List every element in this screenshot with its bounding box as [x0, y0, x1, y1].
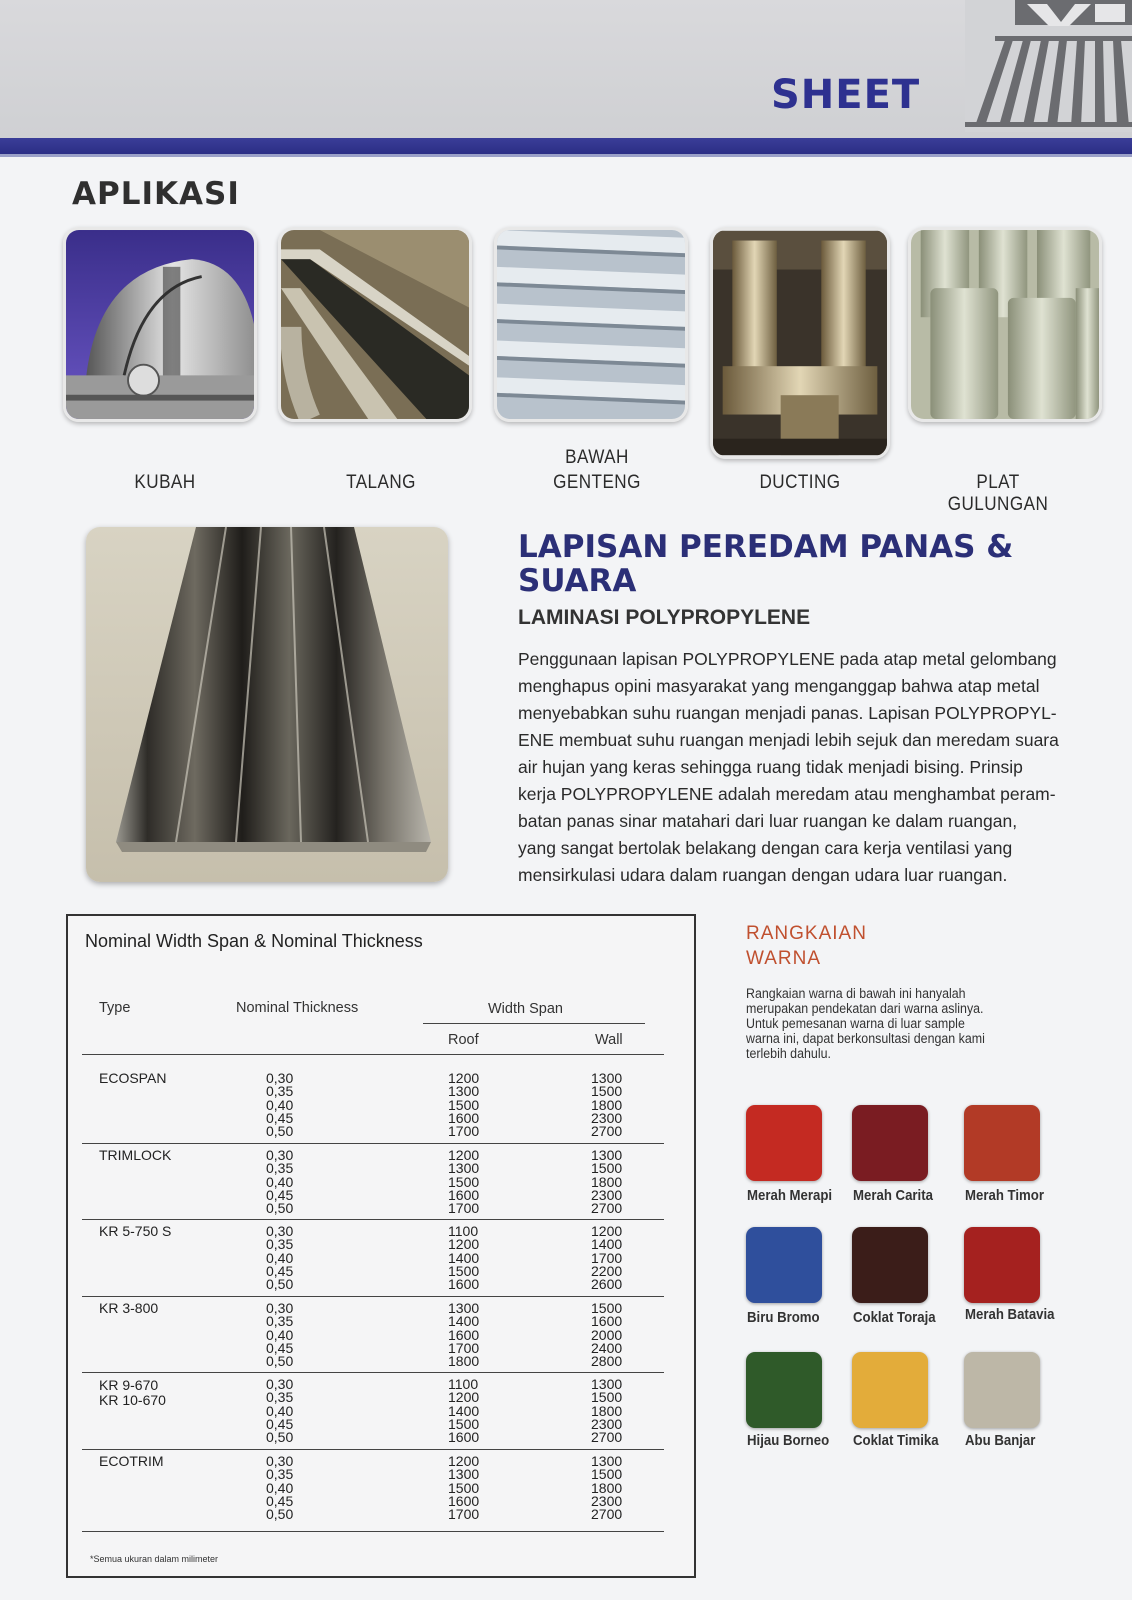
- swatch-label: Merah Carita: [853, 1187, 933, 1204]
- feature-subtitle: LAMINASI POLYPROPYLENE: [518, 606, 811, 629]
- roof-sheet-photo: [86, 527, 448, 882]
- feature-body-line: mensirkulasi udara dalam ruangan dengan udara luar ruangan.: [518, 865, 1008, 885]
- header-wall: Wall: [595, 1032, 623, 1048]
- swatch-label: Merah Batavia: [965, 1306, 1055, 1323]
- row-rule: [82, 1531, 664, 1532]
- row-type: KR 5-750 S: [99, 1223, 172, 1239]
- feature-body: [518, 646, 1063, 889]
- header-width-span: Width Span: [488, 1001, 563, 1017]
- bawah-genteng-photo: [494, 227, 688, 422]
- row-type: KR 3-800: [99, 1300, 159, 1316]
- swatch-label: Biru Bromo: [747, 1309, 820, 1326]
- row-wall: 1500 1600 2000 2400 2800: [591, 1300, 623, 1370]
- color-swatch: [852, 1105, 928, 1181]
- kubah-photo: [63, 227, 257, 422]
- swatch-label: Coklat Toraja: [853, 1309, 936, 1326]
- swatch-label: Merah Timor: [965, 1187, 1044, 1204]
- feature-body-line: yang sangat bertolak belakang dengan cara kerja ventilasi yang: [518, 838, 1013, 858]
- row-wall: 1300 1500 1800 2300 2700: [591, 1070, 623, 1140]
- row-wall: 1300 1500 1800 2300 2700: [591, 1147, 623, 1217]
- color-swatch: [964, 1227, 1040, 1303]
- swatch-label: Merah Merapi: [747, 1187, 833, 1204]
- aplikasi-heading: APLIKASI: [72, 176, 240, 212]
- gutter-image-icon: [281, 230, 469, 419]
- row-roof: 1200 1300 1500 1600 1700: [448, 1147, 480, 1217]
- row-thickness: 0,30 0,35 0,40 0,45 0,50: [266, 1300, 294, 1370]
- ducting-photo: [710, 227, 890, 459]
- page-title: SHEET: [771, 72, 921, 118]
- brand-logo-icon: [965, 0, 1132, 132]
- feature-body-line: Penggunaan lapisan POLYPROPYLENE pada atap metal gelombang: [518, 649, 1057, 669]
- row-rule: [82, 1372, 664, 1373]
- row-wall: 1300 1500 1800 2300 2700: [591, 1453, 623, 1523]
- row-thickness: 0,30 0,35 0,40 0,45 0,50: [266, 1453, 294, 1523]
- row-rule: [82, 1143, 664, 1144]
- app-label-ducting: DUCTING: [759, 472, 841, 493]
- dome-image-icon: [66, 230, 254, 419]
- app-label-plat-gulungan: PLAT GULUNGAN: [947, 472, 1049, 515]
- row-type: ECOSPAN: [99, 1070, 167, 1086]
- duct-image-icon: [713, 230, 887, 456]
- row-wall: 1300 1500 1800 2300 2700: [591, 1376, 623, 1446]
- row-type: ECOTRIM: [99, 1453, 164, 1469]
- row-roof: 1100 1200 1400 1500 1600: [448, 1223, 480, 1293]
- header-accent-bar: [0, 138, 1132, 154]
- row-type: TRIMLOCK: [99, 1147, 172, 1163]
- swatch-label: Coklat Timika: [853, 1432, 939, 1449]
- feature-title: LAPISAN PEREDAM PANAS & SUARA: [518, 529, 1014, 599]
- feature-body-line: ENE membuat suhu ruangan menjadi lebih sejuk dan meredam suara: [518, 730, 1059, 750]
- color-swatch: [746, 1105, 822, 1181]
- warna-title-line1: RANGKAIAN: [746, 923, 867, 944]
- header-bottom-rule: [82, 1054, 664, 1055]
- row-rule: [82, 1449, 664, 1450]
- warna-title: [746, 921, 867, 971]
- feature-body-line: menyebabkan suhu ruangan menjadi panas. Lapisan POLYPROPYL-: [518, 703, 1057, 723]
- app-label-bawah: BAWAH: [565, 447, 629, 468]
- row-wall: 1200 1400 1700 2200 2600: [591, 1223, 623, 1293]
- row-rule: [82, 1219, 664, 1220]
- feature-body-line: batan panas sinar matahari dari luar ruangan ke dalam ruangan,: [518, 811, 1018, 831]
- app-label-talang: TALANG: [346, 472, 416, 493]
- header-thickness: Nominal Thickness: [236, 1000, 359, 1016]
- feature-body-line: menghapus opini masyarakat yang menganggap bahwa atap metal: [518, 676, 1040, 696]
- app-label-kubah: KUBAH: [134, 472, 196, 493]
- header-roof: Roof: [448, 1032, 479, 1048]
- row-type: KR 9-670 KR 10-670: [99, 1377, 166, 1408]
- color-swatch: [964, 1352, 1040, 1428]
- plat-gulungan-photo: [908, 227, 1102, 422]
- warna-title-line2: WARNA: [746, 948, 822, 969]
- color-swatch: [746, 1227, 822, 1303]
- table-footnote: *Semua ukuran dalam milimeter: [90, 1554, 219, 1564]
- row-roof: 1300 1400 1600 1700 1800: [448, 1300, 480, 1370]
- row-rule: [82, 1296, 664, 1297]
- color-swatch: [746, 1352, 822, 1428]
- swatch-label: Hijau Borneo: [747, 1432, 830, 1449]
- row-roof: 1200 1300 1500 1600 1700: [448, 1070, 480, 1140]
- corrugated-sheet-image-icon: [86, 527, 448, 882]
- row-thickness: 0,30 0,35 0,40 0,45 0,50: [266, 1147, 294, 1217]
- header-accent-line: [0, 154, 1132, 157]
- header-rule: [423, 1023, 645, 1024]
- row-roof: 1100 1200 1400 1500 1600: [448, 1376, 480, 1446]
- header-band: [0, 0, 1132, 138]
- roof-underlay-image-icon: [497, 230, 685, 419]
- app-label-genteng: GENTENG: [553, 472, 641, 493]
- feature-body-line: air hujan yang keras sehingga ruang tidak menjadi bising. Prinsip: [518, 757, 1023, 777]
- feature-body-line: kerja POLYPROPYLENE adalah meredam atau menghambat peram-: [518, 784, 1056, 804]
- row-roof: 1200 1300 1500 1600 1700: [448, 1453, 480, 1523]
- table-caption: Nominal Width Span & Nominal Thickness: [85, 931, 423, 951]
- row-thickness: 0,30 0,35 0,40 0,45 0,50: [266, 1223, 294, 1293]
- talang-photo: [278, 227, 472, 422]
- row-thickness: 0,30 0,35 0,40 0,45 0,50: [266, 1070, 294, 1140]
- color-swatch: [852, 1227, 928, 1303]
- color-swatch: [852, 1352, 928, 1428]
- color-swatch: [964, 1105, 1040, 1181]
- coil-image-icon: [911, 230, 1099, 419]
- swatch-label: Abu Banjar: [965, 1432, 1036, 1449]
- row-thickness: 0,30 0,35 0,40 0,45 0,50: [266, 1376, 294, 1446]
- header-type: Type: [99, 1000, 131, 1016]
- warna-note: Rangkaian warna di bawah ini hanyalah merupakan pendekatan dari warna aslinya. Untuk pemesanan warna di luar sample warna ini, dapat berkonsultasi dengan kami terlebih dahulu.: [746, 986, 985, 1061]
- spec-table: [66, 914, 696, 1578]
